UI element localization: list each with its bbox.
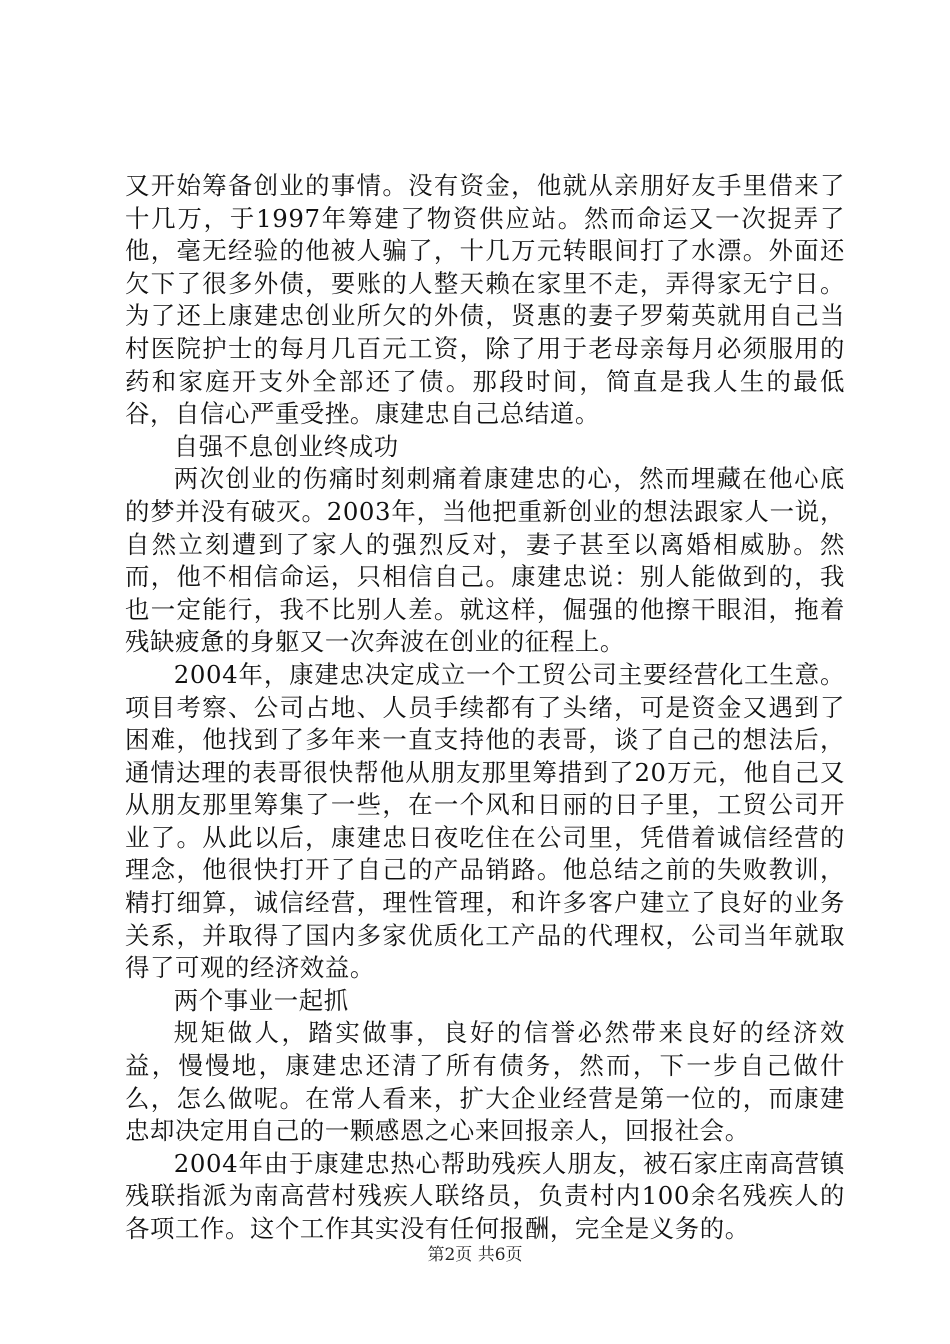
paragraph: 两次创业的伤痛时刻刺痛着康建忠的心，然而埋藏在他心底的梦并没有破灭。2003年，当他把重新创业的想法跟家人一说，自然立刻遭到了家人的强烈反对，妻子甚至以离婚相威胁。然而，他不相信命运，只相信自己。康建忠说：别人能做到的，我也一定能行，我不比别人差。就这样，倔强的他擦干眼泪，拖着残缺疲惫的身躯又一次奔波在创业的征程上。 [125,464,845,657]
paragraph: 2004年，康建忠决定成立一个工贸公司主要经营化工生意。项目考察、公司占地、人员手续都有了头绪，可是资金又遇到了困难，他找到了多年来一直支持他的表哥，谈了自己的想法后，通情达理的表哥很快帮他从朋友那里筹措到了20万元，他自己又从朋友那里筹集了一些，在一个风和日丽的日子里，工贸公司开业了。从此以后，康建忠日夜吃住在公司里，凭借着诚信经营的理念，他很快打开了自己的产品销路。他总结之前的失败教训，精打细算，诚信经营，理性管理，和许多客户建立了良好的业务关系，并取得了国内多家优质化工产品的代理权，公司当年就取得了可观的经济效益。 [125,659,845,983]
document-body [125,170,845,1246]
paragraph: 规矩做人，踏实做事，良好的信誉必然带来良好的经济效益，慢慢地，康建忠还清了所有债务，然而，下一步自己做什么，怎么做呢。在常人看来，扩大企业经营是第一位的，而康建忠却决定用自己的一颗感恩之心来回报亲人，回报社会。 [125,1018,845,1146]
paragraph: 2004年由于康建忠热心帮助残疾人朋友，被石家庄南高营镇残联指派为南高营村残疾人联络员，负责村内100余名残疾人的各项工作。这个工作其实没有任何报酬，完全是义务的。 [125,1148,845,1243]
page-footer: 第2页 共6页 [427,1245,523,1265]
paragraph-continued: 又开始筹备创业的事情。没有资金，他就从亲朋好友手里借来了十几万，于1997年筹建了物资供应站。然而命运又一次捉弄了他，毫无经验的他被人骗了，十几万元转眼间打了水漂。外面还欠下了很多外债，要账的人整天赖在家里不走，弄得家无宁日。为了还上康建忠创业所欠的外债，贤惠的妻子罗菊英就用自己当村医院护士的每月几百元工资，除了用于老母亲每月必须服用的药和家庭开支外全部还了债。那段时间，简直是我人生的最低谷，自信心严重受挫。康建忠自己总结道。 [125,171,845,429]
section-heading: 自强不息创业终成功 [173,431,399,461]
section-heading: 两个事业一起抓 [173,985,349,1015]
